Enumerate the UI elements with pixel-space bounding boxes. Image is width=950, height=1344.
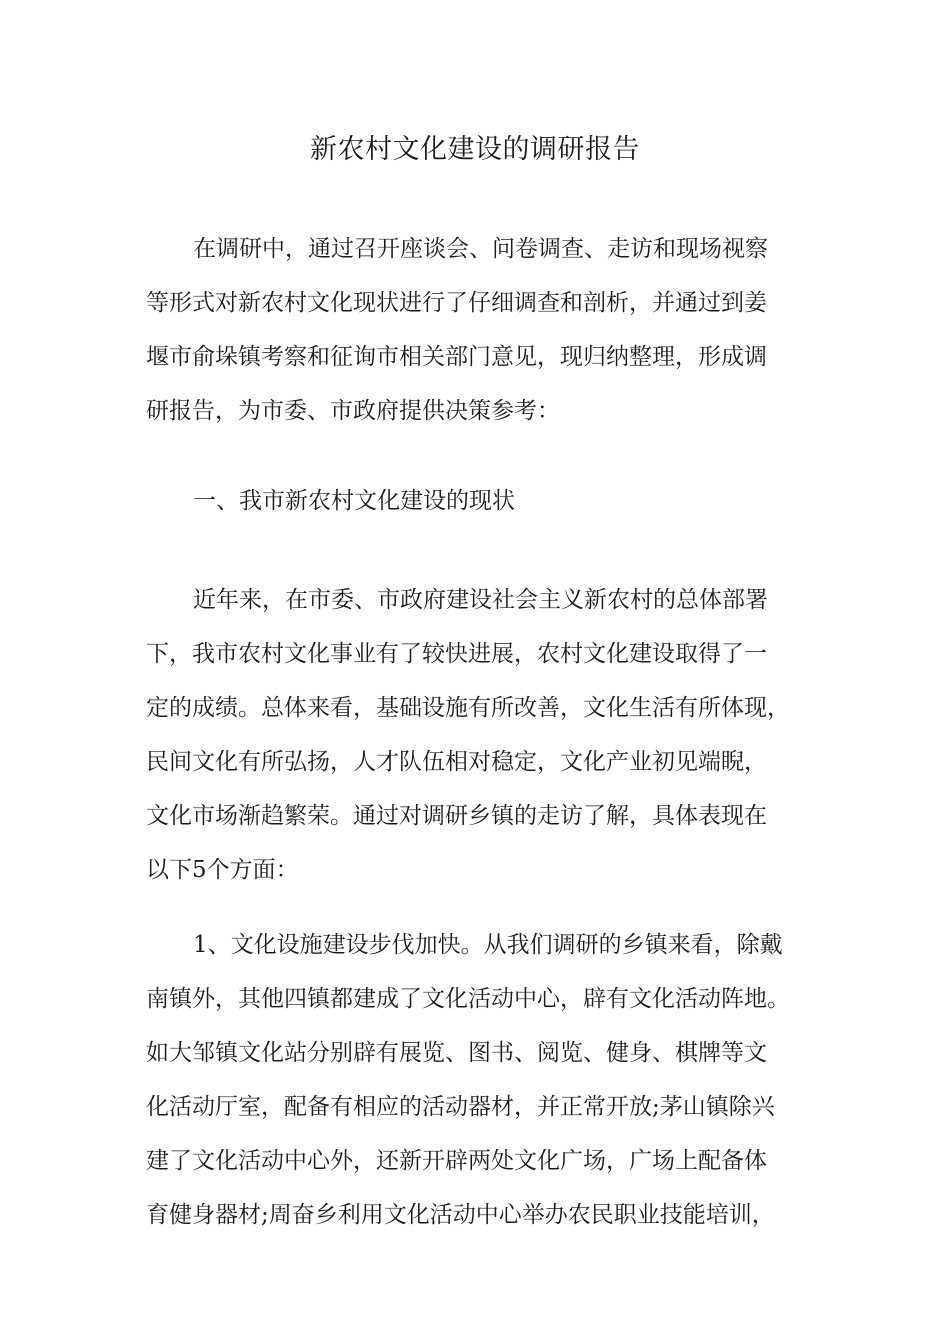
paragraph-line: 1、文化设施建设步伐加快。从我们调研的乡镇来看，除戴 xyxy=(193,932,783,958)
paragraph-line: 文化市场渐趋繁荣。通过对调研乡镇的走访了解，具体表现在 xyxy=(146,803,767,829)
paragraph-line: 民间文化有所弘扬，人才队伍相对稳定，文化产业初见端睨， xyxy=(146,749,767,775)
paragraph-item-1 xyxy=(146,918,812,1242)
paragraph-line: 以下5个方面： xyxy=(146,857,299,883)
paragraph-overview xyxy=(146,573,812,897)
paragraph-line: 研报告，为市委、市政府提供决策参考： xyxy=(146,398,560,424)
paragraph-line: 化活动厅室，配备有相应的活动器材，并正常开放;茅山镇除兴 xyxy=(146,1094,775,1120)
paragraph-line: 等形式对新农村文化现状进行了仔细调查和剖析，并通过到姜 xyxy=(146,290,767,316)
paragraph-line: 南镇外，其他四镇都建成了文化活动中心，辟有文化活动阵地。 xyxy=(146,986,790,1012)
section-heading xyxy=(146,474,812,528)
paragraph-line: 在调研中，通过召开座谈会、问卷调查、走访和现场视察 xyxy=(193,236,768,262)
paragraph-line: 定的成绩。总体来看，基础设施有所改善，文化生活有所体现， xyxy=(146,695,790,721)
section-heading-text: 一、我市新农村文化建设的现状 xyxy=(193,488,515,514)
paragraph-line: 堰市俞垛镇考察和征询市相关部门意见，现归纳整理，形成调 xyxy=(146,344,767,370)
paragraph-line: 如大邹镇文化站分别辟有展览、图书、阅览、健身、棋牌等文 xyxy=(146,1040,767,1066)
paragraph-line: 建了文化活动中心外，还新开辟两处文化广场，广场上配备体 xyxy=(146,1148,767,1174)
paragraph-line: 育健身器材;周奋乡利用文化活动中心举办农民职业技能培训， xyxy=(146,1202,775,1228)
paragraph-line: 近年来，在市委、市政府建设社会主义新农村的总体部署 xyxy=(193,587,768,613)
paragraph-intro xyxy=(146,222,812,438)
document-title: 新农村文化建设的调研报告 xyxy=(310,134,640,165)
paragraph-line: 下，我市农村文化事业有了较快进展，农村文化建设取得了一 xyxy=(146,641,767,667)
